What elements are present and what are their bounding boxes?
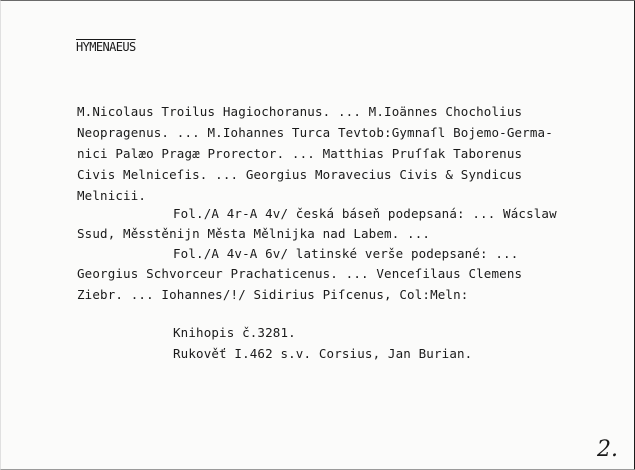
- text-line-2: Neopragenus. ... M.Iohannes Turca Tevtob:Gymnaſl Bojemo-Germa-: [77, 125, 553, 140]
- text-line-1: M.Nicolaus Troilus Hagiochoranus. ... M.Ioännes Chocholius: [77, 104, 523, 119]
- text-line-9: Georgius Schvorceur Prachaticenus. ... Venceſilaus Clemens: [77, 266, 523, 281]
- text-line-10: Ziebr. ... Iohannes/!/ Sidirius Piſcenus, Col:Meln:: [77, 287, 469, 302]
- page-number: 2.: [597, 437, 618, 462]
- text-line-7: Ssud, Měsstěnijn Města Mělnijka nad Labem. ...: [77, 226, 431, 241]
- text-line-4: Civis Melniceſis. ... Georgius Moravecius Civis & Syndicus: [77, 167, 523, 182]
- text-line-5: Melnicii.: [77, 188, 147, 203]
- text-line-8: Fol./A 4v-A 6v/ latinské verše podepsané: ...: [173, 246, 519, 261]
- text-line-3: nici Palæo Pragæ Prorector. ... Matthias Pruſſak Taborenus: [77, 146, 523, 161]
- text-line-6: Fol./A 4r-A 4v/ česká báseň podepsaná: ... Wácslaw: [173, 206, 557, 221]
- text-line-11: Knihopis č.3281.: [173, 325, 296, 340]
- text-line-12: Rukověť I.462 s.v. Corsius, Jan Burian.: [173, 346, 473, 361]
- card-heading: HYMENAEUS: [76, 40, 136, 54]
